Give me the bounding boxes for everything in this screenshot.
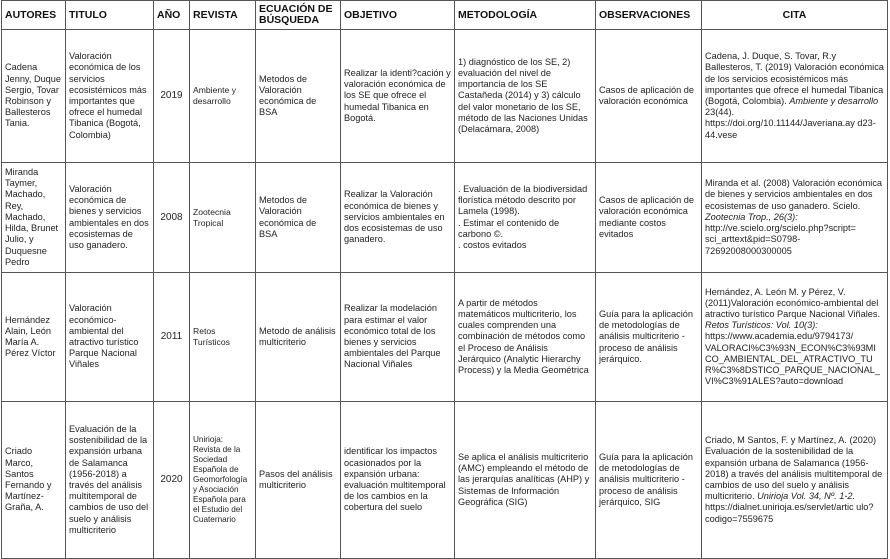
header-titulo: TITULO	[66, 1, 154, 30]
cell-ecuacion: Metodos de Valoración económica de BSA	[256, 163, 341, 273]
cell-metodologia: Se aplica el análisis multicriterio (AMC) empleando el método de las jerarquías analíticas (AHP) y Sistemas de Información Geográfica (SIG)	[455, 402, 596, 559]
cell-revista: Unirioja: Revista de la Sociedad Española de Geomorfología y Asociación Española para el Estudio del Cuaternario	[190, 402, 256, 559]
header-objetivo: OBJETIVO	[341, 1, 455, 30]
table-row	[2, 273, 888, 402]
cell-titulo: Evaluación de la sostenibilidad de la expansión urbana de Salamanca (1956-2018) a través del análisis multitemporal de cambios de uso del suelo y análisis multicriterio	[66, 402, 154, 559]
cita-journal: Unirioja Vol. 34, Nº. 1-2.	[757, 491, 856, 502]
cell-cita	[702, 273, 888, 402]
header-metodologia: METODOLOGÍA	[455, 1, 596, 30]
cell-revista: Retos Turísticos	[190, 273, 256, 402]
cell-autores: Hernández Alain, León María A. Pérez Víctor	[2, 273, 66, 402]
cell-anio: 2020	[154, 402, 190, 559]
cell-ecuacion: Metodo de análisis multicriterio	[256, 273, 341, 402]
cell-objetivo: Realizar la modelación para estimar el valor económico total de los bienes y servicios ambientales del Parque Nacional Viñales	[341, 273, 455, 402]
cell-observaciones: Casos de aplicación de valoración económica mediante costos evitados	[596, 163, 702, 273]
cita-text: Cadena, J. Duque, S. Tovar, R.y Ballesteros, T. (2019) Valoración económica de los servicios ecosistémicos más importantes que ofrece el humedal Tibanica (Bogotá, Colombia).	[705, 51, 884, 106]
cell-anio: 2011	[154, 273, 190, 402]
cita-text: Criado, M Santos, F. y Martínez, A. (2020) Evaluación de la sostenibilidad de la expansión urbana de Salamanca (1956-2018) a través del análisis multitemporal de cambios de uso del suelo y análisis multicriterio.	[705, 435, 883, 502]
cell-metodologia: A partir de métodos matemáticos multicriterio, los cuales comprenden una combinación de métodos como el Proceso de Análisis Jerárquico (Analytic Hierarchy Process) y la Media Geométrica	[455, 273, 596, 402]
header-observaciones: OBSERVACIONES	[596, 1, 702, 30]
header-row	[2, 1, 888, 30]
metodologia-step: . Estimar el contenido de carbono ©.	[458, 217, 560, 239]
cell-autores: Miranda Taymer, Machado, Rey, Machado, Hilda, Brunet Julio, y Duquesne Pedro	[2, 163, 66, 273]
cell-objetivo: Realizar la Valoración económica de bienes y servicios ambientales en dos ecosistemas de uso ganadero.	[341, 163, 455, 273]
cell-ecuacion: Metodos de Valoración económica de BSA	[256, 30, 341, 163]
header-ecuacion	[256, 1, 341, 30]
cell-objetivo: identificar los impactos ocasionados por la expansión urbana: evaluación multitemporal de los cambios en la cobertura del suelo	[341, 402, 455, 559]
cita-link[interactable]: https://dialnet.unirioja.es/servlet/artic ulo?codigo=7559675	[705, 502, 874, 524]
cell-revista: Ambiente y desarrollo	[190, 30, 256, 163]
cita-journal: Ambiente y desarrollo	[789, 96, 879, 106]
cita-link[interactable]: https://www.academia.edu/9794173/ VALORACI%C3%93N_ECON%C3%93MI CO_AMBIENTAL_DEL_ATRACTIVO_TU R%C3%8DSTICO_PARQUE_NACIONAL_ VI%C3%91ALES?auto=download	[705, 331, 880, 387]
cell-observaciones: Guía para la aplicación de metodologías de análisis multicriterio - proceso de análisis jerárquico, SIG	[596, 402, 702, 559]
cell-metodologia	[455, 163, 596, 273]
cita-text: Hernández, A. León M. y Pérez, V. (2011)Valoración económico-ambiental del atractivo turístico Parque Nacional Viñales.	[705, 286, 880, 319]
cell-observaciones: Guía para la aplicación de metodologías de análisis multicriterio - proceso de análisis jerárquico.	[596, 273, 702, 402]
cell-autores: Cadena Jenny, Duque Sergio, Tovar Robinson y Ballesteros Tania.	[2, 30, 66, 163]
literature-review-table	[1, 0, 888, 559]
cell-ecuacion: Pasos del análisis multicriterio	[256, 402, 341, 559]
cell-revista: Zootecnia Tropical	[190, 163, 256, 273]
header-ecuacion-line1: ECUACIÓN DE	[259, 3, 333, 15]
cell-titulo: Valoración económico-ambiental del atractivo turístico Parque Nacional Viñales	[66, 273, 154, 402]
table-row	[2, 402, 888, 559]
cell-cita	[702, 30, 888, 163]
cell-titulo: Valoración económica de los servicios ecosistémicos más importantes que ofrece el humedal Tibanica (Bogotá, Colombia)	[66, 30, 154, 163]
header-autores: AUTORES	[2, 1, 66, 30]
cell-metodologia: 1) diagnóstico de los SE, 2) evaluación del nivel de importancia de los SE Castañeda (2014) y 3) cálculo del valor monetario de los SE, método de las Naciones Unidas (Delacámara, 2008)	[455, 30, 596, 163]
metodologia-step: . Evaluación de la biodiversidad florística método descrito por Lamela (1998).	[458, 183, 588, 217]
header-ecuacion-line2: BÚSQUEDA	[259, 14, 320, 26]
cell-cita	[702, 163, 888, 273]
cell-objetivo: Realizar la identi?cación y valoración económica de los SE que ofrece el humedal Tibanica en Bogotá.	[341, 30, 455, 163]
metodologia-step: . costos evitados	[458, 239, 527, 250]
header-anio: AÑO	[154, 1, 190, 30]
table-row	[2, 30, 888, 163]
cita-link[interactable]: 23(44). https://doi.org/10.11144/Javeriana.ay d23-44.vese	[705, 107, 876, 140]
table-row	[2, 163, 888, 273]
cita-link[interactable]: http://ve.scielo.org/scielo.php?script= sci_arttext&pid=S0798-72692008000300005	[705, 223, 856, 256]
header-revista: REVISTA	[190, 1, 256, 30]
cell-autores: Criado Marco, Santos Fernando y Martínez-Graña, A.	[2, 402, 66, 559]
cell-anio: 2008	[154, 163, 190, 273]
header-cita: CITA	[702, 1, 888, 30]
cell-observaciones: Casos de aplicación de valoración económica	[596, 30, 702, 163]
cell-anio: 2019	[154, 30, 190, 163]
cita-text: Miranda et al. (2008) Valoración económica de bienes y servicios ambientales en dos ecosistemas de uso ganadero. Scielo.	[705, 178, 883, 211]
cell-cita	[702, 402, 888, 559]
cita-journal: Zootecnia Trop., 26(3):	[705, 211, 798, 222]
cell-titulo: Valoración económica de bienes y servicios ambientales en dos ecosistemas de uso ganadero.	[66, 163, 154, 273]
cita-journal: Retos Turísticos: Vol. 10(3):	[705, 320, 818, 331]
